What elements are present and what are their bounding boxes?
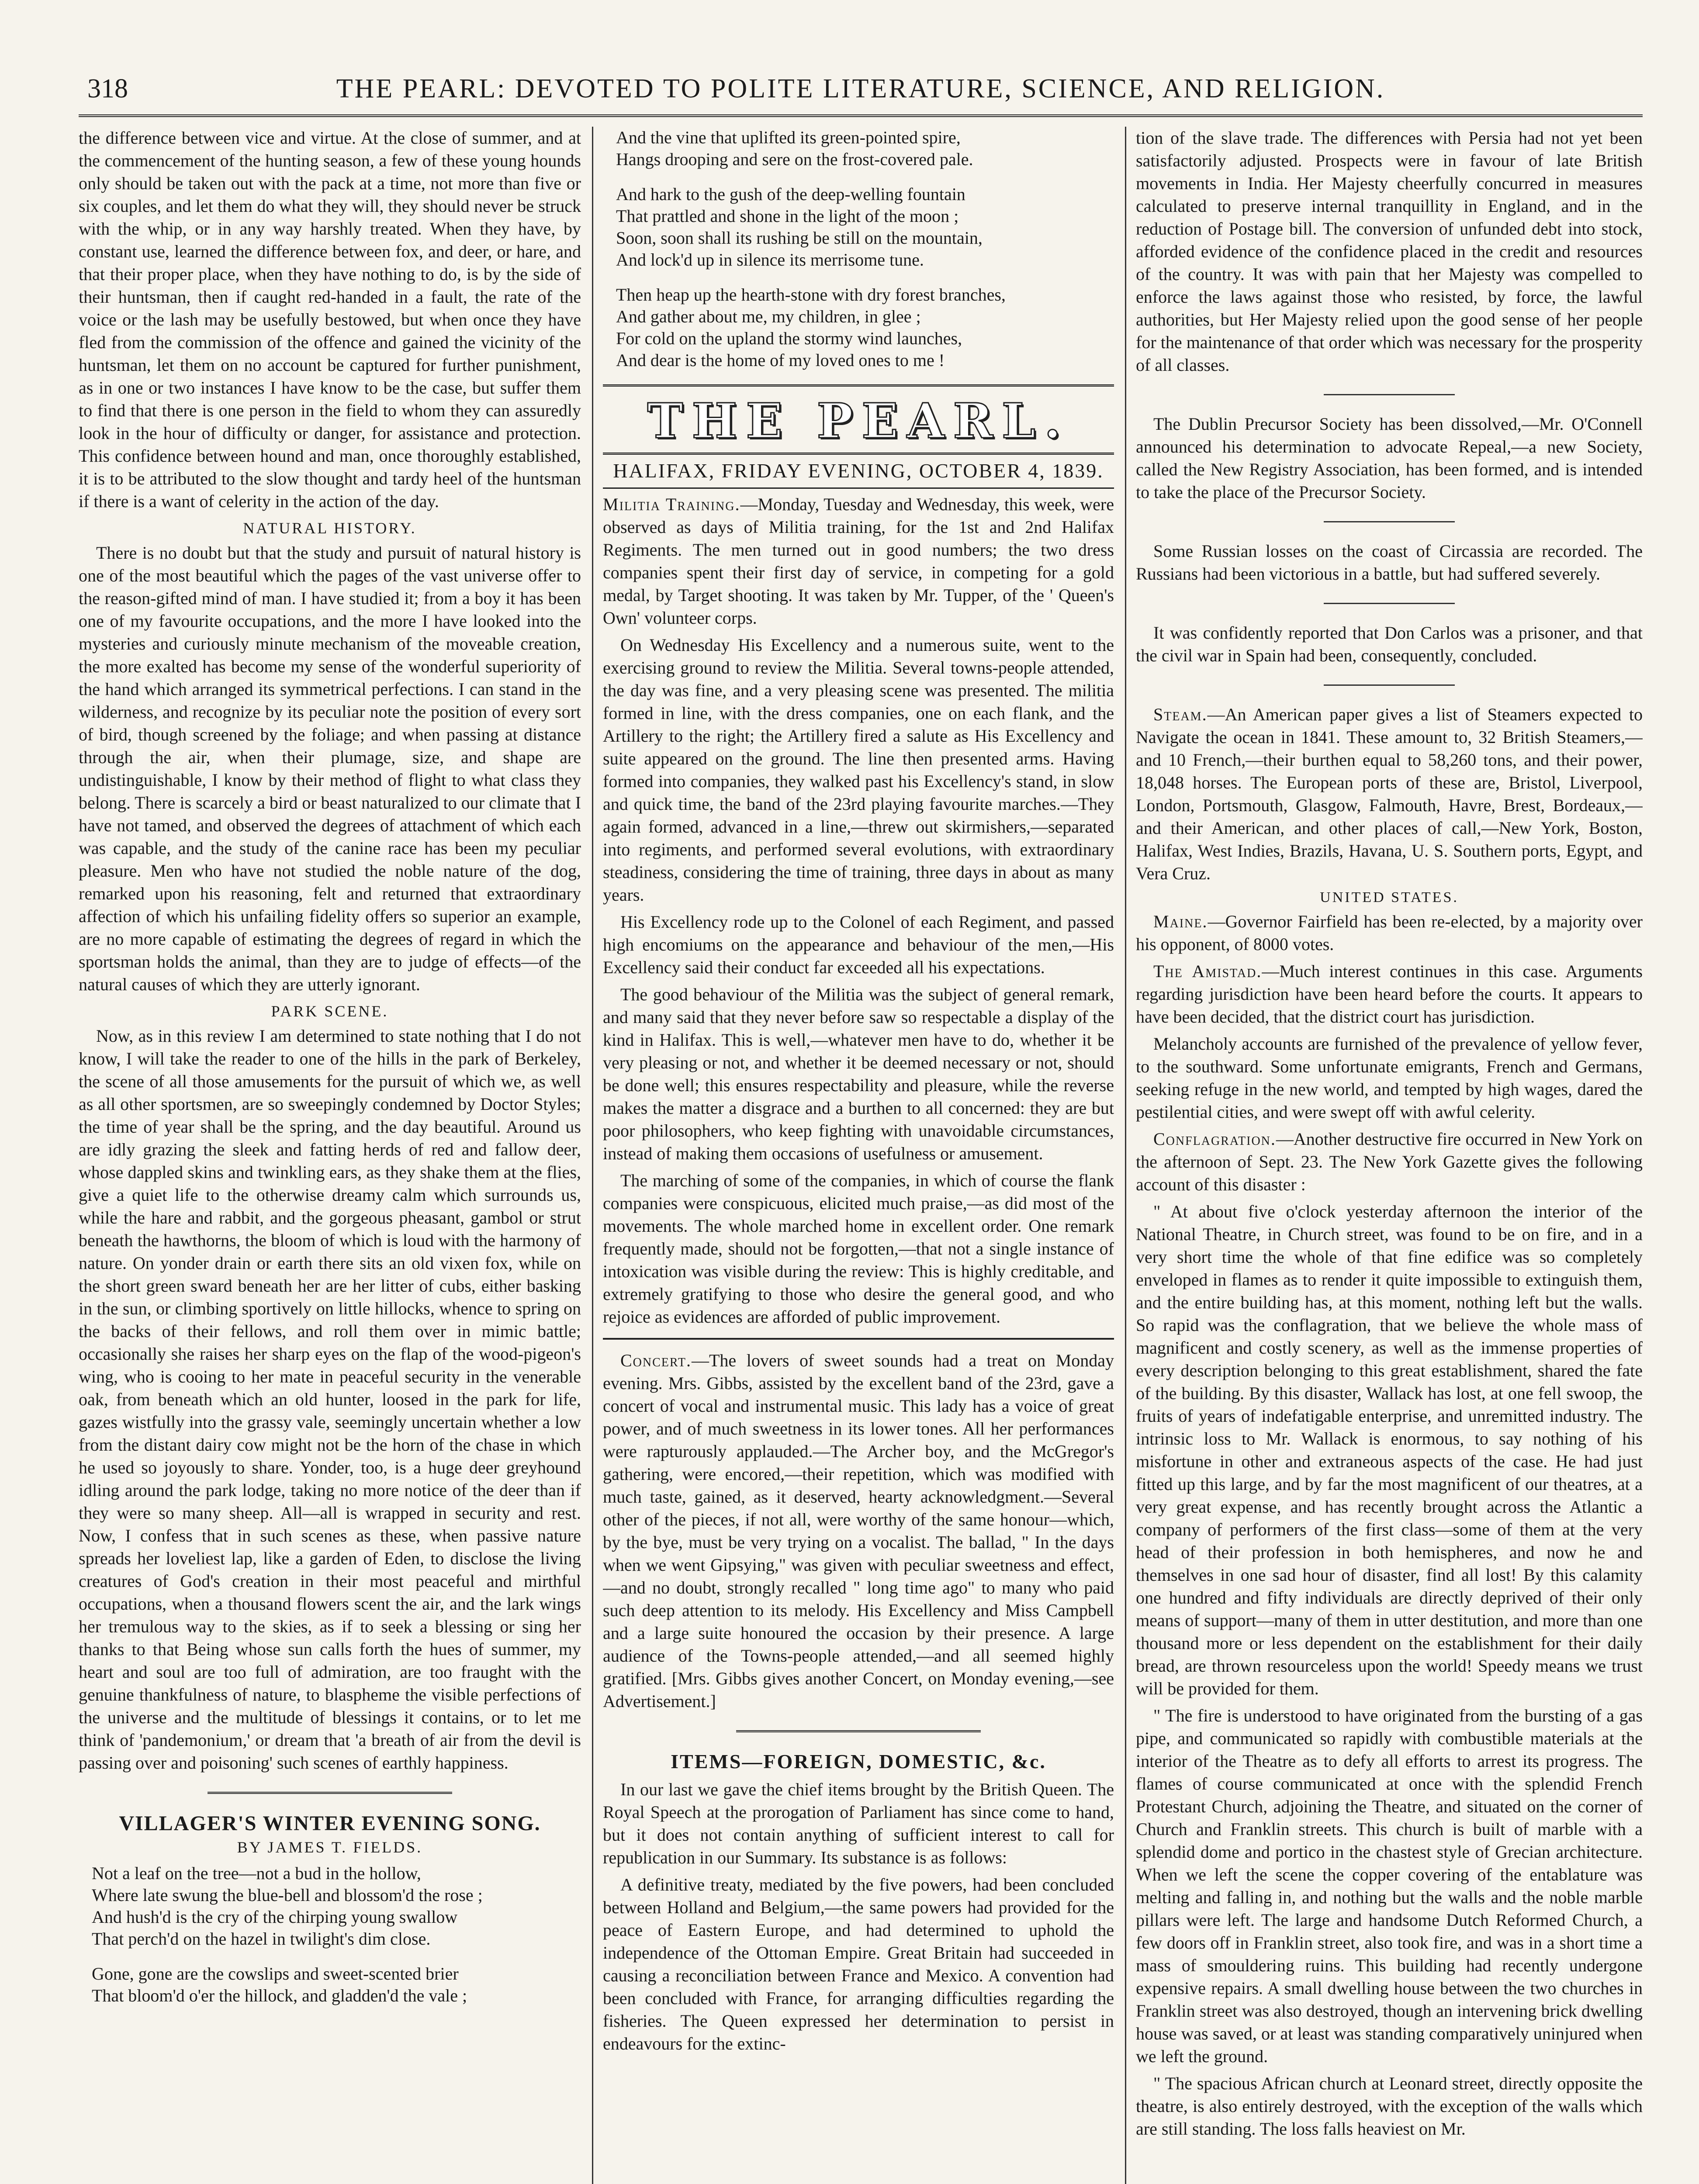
article-paragraph: The marching of some of the companies, in which of course the flank companies were conspicuous, elicited much praise,—as did most of the movements. The whole marched home in excellent order. One remark frequently made, should not be forgotten,—that not a single instance of intoxication was visible during the review: This is highly creditable, and extremely gratifying to those who desire the general good, and who rejoice as evidences are afforded of public improvement. <box>603 1171 1114 1327</box>
short-rule <box>1324 521 1455 522</box>
poem-line: And hush'd is the cry of the chirping young swallow <box>92 1907 458 1927</box>
poem-line: And the vine that uplifted its green-pointed spire, <box>616 128 961 147</box>
article-text: —Governor Fairfield has been re-elected, by a majority over his opponent, of 8000 votes. <box>1136 912 1643 954</box>
article-paragraph <box>1136 703 1643 885</box>
poem-stanza <box>603 127 1114 170</box>
poem-line: Gone, gone are the cowslips and sweet-scented brier <box>92 1964 459 1984</box>
article-lead: Concert. <box>620 1351 692 1370</box>
article-paragraph: The Dublin Precursor Society has been dissolved,—Mr. O'Connell announced his determination to advocate Repeal,—a new Society, called the New Registry Association, has been formed, and is intended to take the place of the Precursor Society. <box>1136 414 1643 502</box>
poem-line: Then heap up the hearth-stone with dry forest branches, <box>616 285 1006 304</box>
masthead-title: THE PEARL. <box>647 393 1070 449</box>
poem-line: And hark to the gush of the deep-welling fountain <box>616 184 965 204</box>
running-title: THE PEARL: DEVOTED TO POLITE LITERATURE, SCIENCE, AND RELIGION. <box>336 74 1385 104</box>
section-heading: PARK SCENE. <box>271 1002 389 1020</box>
poem-line: That bloom'd o'er the hillock, and gladden'd the vale ; <box>92 1986 467 2005</box>
short-rule <box>1324 684 1455 686</box>
article-lead: Militia Training. <box>603 494 741 514</box>
article-paragraph: Some Russian losses on the coast of Circassia are recorded. The Russians had been victorious in a battle, but had suffered severely. <box>1136 541 1643 584</box>
article-text: —Monday, Tuesday and Wednesday, this week, were observed as days of Militia training, for the 1st and 2nd Halifax Regiments. The men turned out in good numbers; the two dress companies spent their first day of service, in competing for a gold medal, by Target shooting. It was taken by Mr. Tupper, of the ' Queen's Own' volunteer corps. <box>603 494 1114 628</box>
article-lead: Maine. <box>1153 912 1208 931</box>
article-lead: The Amistad. <box>1153 961 1262 981</box>
article-paragraph: " The spacious African church at Leonard street, directly opposite the theatre, is also entirely destroyed, with the exception of the walls which are still standing. The loss falls heaviest on Mr. <box>1136 2073 1643 2139</box>
article-paragraph <box>1136 960 1643 1028</box>
article-paragraph: The good behaviour of the Militia was the subject of general remark, and many said that they never before saw so respectable a display of the kind in Halifax. This is well,—whatever men have to do, whether it be very pleasing or not, and whether it be deemed necessary or not, should be done well; this ensures respectability and pleasure, while the reverse makes the matter a disgrace and a burthen to all concerned: they are but poor philosophers, who keep fighting with unavoidable circumstances, instead of making them occasions of usefulness or amusement. <box>603 985 1114 1163</box>
poem-byline: BY JAMES T. FIELDS. <box>237 1838 423 1856</box>
article-paragraph: It was confidently reported that Don Carlos was a prisoner, and that the civil war in Spain had been, consequently, concluded. <box>1136 623 1643 665</box>
newspaper-page <box>79 66 1643 2184</box>
poem-line: And gather about me, my children, in glee ; <box>616 307 921 326</box>
poem-line: And lock'd up in silence its merrisome tune. <box>616 250 924 270</box>
article-lead: Conflagration. <box>1153 1129 1276 1149</box>
article-paragraph: Now, as in this review I am determined to state nothing that I do not know, I will take the reader to one of the hills in the park of Berkeley, the scene of all those amusements for the pursuit of which we, as well as all other sportsmen, are so sweepingly condemned by Doctor Styles; the time of year shall be the spring, and the day beautiful. Around us are idly grazing the sleek and fatting herds of red and fallow deer, whose dappled skins and twinkling ears, as they shake them at the flies, give a quiet life to the otherwise dreamy calm which surrounds us, while the hare and rabbit, and the gorgeous pheasant, gambol or strut beneath the hawthorns, the bloom of which is loud with the harmony of nature. On yonder drain or earth there sits an old vixen fox, while on the short green sward beneath her are her litter of cubs, either basking in the sun, or climbing sportively on little hillocks, whence to spring on the backs of their fellows, and roll them over in mimic battle; occasionally she raises her sharp eyes on the flap of the wood-pigeon's wing, who is cooing to her mate in peaceful security in the venerable oak, from beneath which an old hunter, loosed in the park for life, gazes wistfully into the grassy vale, seemingly uncertain whether a low from the distant dairy cow might not be the horn of the chase in which he used so joyously to share. Yonder, too, is a huge deer greyhound idling around the park lodge, taking no more notice of the deer than if they were so many sheep. All—all is wrapped in security and rest. Now, I confess that in such scenes as these, when passive nature spreads her loveliest lap, like a garden of Eden, to disclose the living creatures of God's creation in their most peaceful and mirthful occupations, when a thousand flowers scent the air, and the lark wings her tremulous way to the skies, as if to seek a blessing or sing her thanks to that Being whose sun calls forth the hues of summer, my heart and soul are too full of admiration, are too fraught with the genuine thankfulness of nature, to blaspheme the visible perfections of the universe and the multitude of blessings it contains, or to let me think of 'pandemonium,' or dream that 'a breath of air from the devil is passing over and poisoning' such scenes of earthly happiness. <box>79 1026 581 1773</box>
article-lead: Steam. <box>1153 705 1208 724</box>
page-number: 318 <box>87 74 128 104</box>
short-rule <box>1324 603 1455 604</box>
poem-line: Soon, soon shall its rushing be still on the mountain, <box>616 228 983 248</box>
column-rule <box>592 127 593 2184</box>
article-paragraph: the difference between vice and virtue. At the close of summer, and at the commencement of the hunting season, a few of these young hounds only should be taken out with the pack at a time, not more than five or six couples, and let them do what they will, they should never be struck with the whip, or in any way harshly treated. When they have, by constant use, learned the difference between fox, and deer, or hare, and that their proper place, when they have nothing to do, is by the side of their huntsman, then if caught red-handed in a fault, the rate of the voice or the lash may be usefully bestowed, but when once they have fled from the commission of the offence and gained the vicinity of the huntsman, let them on no account be captured for further punishment, as in one or two instances I have know to be the case, but suffer them to find that there is one person in the field to whom they can assuredly look in the hour of difficulty or danger, for assistance and protection. This confidence between hound and man, once thoroughly established, it is to be attributed to the slow thought and tardy heel of the huntsman if there is a want of celerity in the action of the day. <box>79 128 581 511</box>
ornamental-rule <box>736 1730 981 1732</box>
section-rule <box>603 1338 1114 1340</box>
article-text: —An American paper gives a list of Steamers expected to Navigate the ocean in 1841. These amount to, 32 British Steamers,—and 10 French,—their burthen equal to 58,260 tons, and their power, 18,048 horses. The European ports of these are, Bristol, Liverpool, London, Portsmouth, Glasgow, Falmouth, Havre, Brest, Bordeaux,—and their American, and other places of call,—New York, Boston, Halifax, West Indies, Brazils, Havana, U. S. Southern ports, Egypt, and Vera Cruz. <box>1136 705 1643 883</box>
article-text: —The lovers of sweet sounds had a treat on Monday evening. Mrs. Gibbs, assisted by the excellent band of the 23rd, gave a concert of vocal and instrumental music. This lady has a voice of great power, and of much sweetness in its lower tones. All her performances were rapturously applauded.—The Archer boy, and the McGregor's gathering, were encored,—their repetition, which was modified with much taste, gained, as it deserved, hearty acknowledgment.—Several other of the pieces, if not all, were worthy of the same honour—which, by the bye, must be very trying on a vocalist. The ballad, " In the days when we went Gipsying," was given with peculiar sweetness and effect,—and no doubt, strongly recalled " long time ago" to many who paid such deep attention to its melody. His Excellency and Miss Campbell and a large suite honoured the occasion by their presence. A large audience of the Towns-people attended,—and all seemed highly gratified. [Mrs. Gibbs gives another Concert, on Monday evening,—see Advertisement.] <box>603 1351 1114 1711</box>
poem-line: Where late swung the blue-bell and blossom'd the rose ; <box>92 1885 483 1905</box>
ornamental-rule <box>208 1792 452 1794</box>
poem-stanza <box>79 1963 581 2007</box>
article-paragraph: " The fire is understood to have originated from the bursting of a gas pipe, and communicated so rapidly with combustible materials at the interior of the Theatre as to defy all efforts to arrest its progress. The flames of course communicated at once with the splendid French Protestant Church, adjoining the Theatre, and situated on the corner of Church and Franklin streets. This church is built of marble with a splendid dome and portico in the chastest style of Grecian architecture. When we left the scene the copper covering of the entablature was melting and falling in, and nothing but the walls and the noble marble pillars were left. The large and handsome Dutch Reformed Church, a few doors off in Franklin street, also took fire, and was in a short time a mass of smouldering ruins. This building had recently undergone expensive repairs. A small dwelling house between the two churches in Franklin street was also destroyed, though an intervening brick dwelling house was saved, or at least was standing comparatively uninjured when we left the ground. <box>1136 1706 1643 2066</box>
running-head <box>79 66 1643 114</box>
column-1 <box>79 127 581 2184</box>
poem-line: And dear is the home of my loved ones to me ! <box>616 350 945 370</box>
article-paragraph: His Excellency rode up to the Colonel of each Regiment, and passed high encomiums on the appearance and behaviour of the men,—His Excellency said their conduct far exceeded all his expectations. <box>603 912 1114 977</box>
article-paragraph: A definitive treaty, mediated by the five powers, had been concluded between Holland and Belgium,—the same powers had provided for the peace of Eastern Europe, and had determined to uphold the independence of the Ottoman Empire. Great Britain had succeeded in causing a reconciliation between France and Mexico. A convention had been concluded with France, for arranging difficulties regarding the fisheries. The Queen expressed her determination to persist in endeavours for the extinc- <box>603 1875 1114 2053</box>
poem-stanza <box>79 1863 581 1950</box>
article-paragraph <box>603 1349 1114 1713</box>
poem-line: That prattled and shone in the light of the moon ; <box>616 206 959 226</box>
section-heading: ITEMS—FOREIGN, DOMESTIC, &c. <box>671 1750 1046 1773</box>
article-paragraph <box>603 493 1114 629</box>
article-paragraph: There is no doubt but that the study and pursuit of natural history is one of the most beautiful which the pages of the vast universe offer to the reason-gifted mind of man. I have studied it; from a boy it has been one of my favourite occupations, and the more I have looked into the mysteries and curiously minute mechanism of the moveable creation, the more exalted has become my sense of the wonderful superiority of the hand which arranged its symmetrical perfections. I can stand in the wilderness, and recognize by its peculiar note the position of every sort of bird, though screened by the foliage; and when passing at distance through the air, when their plumage, size, and shape are undistinguishable, I know by their method of flight to what class they belong. There is scarcely a bird or beast naturalized to our climate that I have not tamed, and observed the degrees of attachment of which each was capable, and the study of the canine race has been my peculiar pleasure. Men who have not studied the noble nature of the dog, remarked upon his reasoning, felt and returned that extraordinary affection of which his unfailing fidelity offers so superior an example, are no more capable of estimating the degrees of regard in which the sportsman holds the animal, than they are to judge of effects—of the natural causes of which they are utterly ignorant. <box>79 543 581 994</box>
poem-line: For cold on the upland the stormy wind launches, <box>616 328 962 348</box>
article-paragraph <box>1136 910 1643 956</box>
masthead <box>603 384 1114 455</box>
poem-line: Not a leaf on the tree—not a bud in the hollow, <box>92 1863 421 1883</box>
poem-title: VILLAGER'S WINTER EVENING SONG. <box>119 1812 541 1835</box>
column-rule <box>1125 127 1126 2184</box>
dateline: HALIFAX, FRIDAY EVENING, OCTOBER 4, 1839. <box>603 459 1114 489</box>
column-3 <box>1136 127 1643 2184</box>
article-paragraph: tion of the slave trade. The differences with Persia had not yet been satisfactorily adjusted. Prospects were in favour of late British movements in India. Her Majesty cheerfully concurred in measures calculated to preserve internal tranquillity in England, and in the reduction of Postage bill. The conversion of unfunded debt into stock, afforded evidence of the confidence placed in the credit and resources of the country. It was with pain that her Majesty was compelled to enforce the laws against those who resisted, by force, the lawful authorities, but Her Majesty relied upon the good sense of her people for the maintenance of that order which was necessary for the prosperity of all classes. <box>1136 128 1643 375</box>
poem-stanza <box>603 183 1114 271</box>
poem-line: That perch'd on the hazel in twilight's dim close. <box>92 1929 431 1949</box>
section-heading: NATURAL HISTORY. <box>243 519 417 537</box>
article-paragraph <box>1136 1128 1643 1196</box>
poem-stanza <box>603 284 1114 371</box>
article-paragraph: In our last we gave the chief items brought by the British Queen. The Royal Speech at the prorogation of Parliament has since come to hand, but it does not contain anything of sufficient interest to call for republication in our Summary. Its substance is as follows: <box>603 1780 1114 1867</box>
article-text: —Much interest continues in this case. Arguments regarding jurisdiction have been heard before the courts. It appears to have been decided, that the district court has jurisdiction. <box>1136 961 1643 1026</box>
poem-line: Hangs drooping and sere on the frost-covered pale. <box>616 149 973 169</box>
article-text: —Another destructive fire occurred in New York on the afternoon of Sept. 23. The New York Gazette gives the following account of this disaster : <box>1136 1129 1643 1194</box>
short-rule <box>1324 394 1455 395</box>
column-2 <box>603 127 1114 2184</box>
section-heading: UNITED STATES. <box>1320 889 1459 905</box>
article-paragraph: On Wednesday His Excellency and a numerous suite, went to the exercising ground to review the Militia. Several towns-people attended, the day was fine, and a very pleasing scene was presented. The militia formed in line, with the dress companies, one on each flank, and the Artillery to the right; the Artillery fired a salute as His Excellency and suite appeared on the ground. The line then presented arms. Having formed into companies, they walked past his Excellency's stand, in slow and quick time, the band of the 23rd playing favourite marches.—They again formed, advanced in a line,—threw out skirmishers,—separated into regiments, and performed several evolutions, with extraordinary steadiness, considering the time of training, three days in about as many years. <box>603 635 1114 905</box>
article-paragraph: " At about five o'clock yesterday afternoon the interior of the National Theatre, in Church street, was found to be on fire, and in a very short time the whole of that fine edifice was so completely enveloped in flames as to render it quite impossible to extinguish them, and the entire building has, at this moment, nothing left but the walls. So rapid was the conflagration, that we believe the whole mass of magnificent and costly scenery, as well as the immense properties of every description belonging to this great establishment, shared the fate of the building. By this disaster, Wallack has lost, at one fell swoop, the fruits of years of indefatigable enterprise, and unremitted industry. The intrinsic loss to Mr. Wallack is enormous, to say nothing of his misfortune in other and extraneous aspects of the case. He had just fitted up this large, and by far the most magnificent of our theatres, at a very great expense, and has recently brought across the Atlantic a company of performers of the first class—some of them at the very head of their profession in both hemispheres, and now he and themselves in one sad hour of disaster, find all lost! By this calamity one hundred and fifty individuals are directly deprived of their only means of support—many of them in utter destitution, and more than one thousand more or less dependent on the establishment for their daily bread, are thrown resourceless upon the world! Speedy means we trust will be provided for them. <box>1136 1202 1643 1698</box>
article-paragraph: Melancholy accounts are furnished of the prevalence of yellow fever, to the southward. Some unfortunate emigrants, French and Germans, seeking refuge in the new world, and tempted by high wages, dared the pestilential cities, and were swept off with awful celerity. <box>1136 1034 1643 1122</box>
header-rule <box>79 114 1643 117</box>
